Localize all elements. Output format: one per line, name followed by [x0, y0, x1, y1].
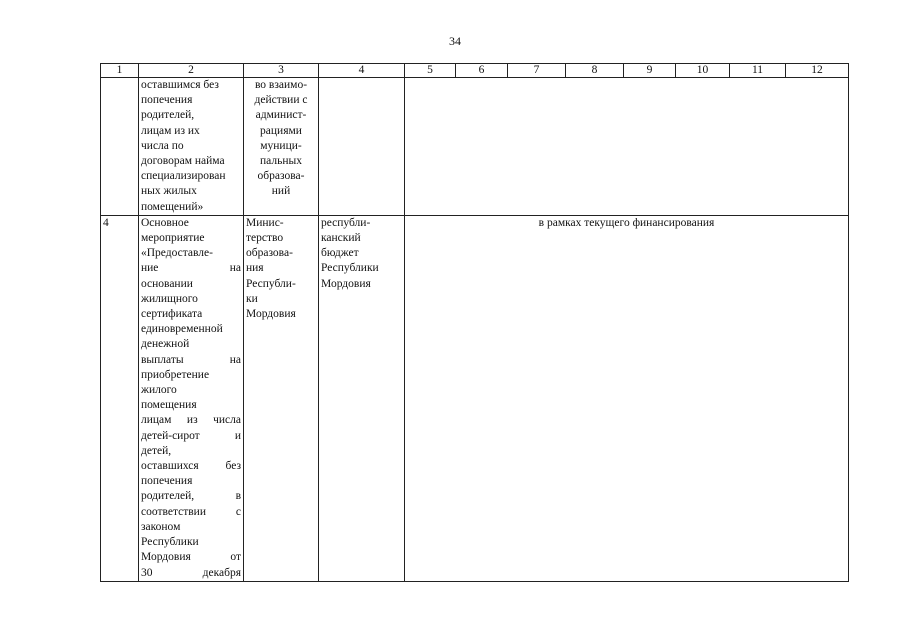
table-row: [101, 78, 849, 216]
cell-line: муници-: [260, 139, 302, 152]
cell-line: помещения: [141, 399, 197, 412]
cell-line: терство: [246, 232, 284, 245]
cell-line: во взаимо-: [254, 79, 308, 91]
cell-line: жилищного: [141, 292, 198, 305]
activity-name-cell: [139, 78, 244, 216]
activity-name-cell: [139, 215, 244, 581]
cell-line: Основное: [141, 216, 189, 229]
executor-cell: [244, 215, 319, 581]
cell-line: специализирован: [141, 170, 226, 183]
cell-line: детей-сирот и: [141, 429, 241, 442]
cell-line: попечения: [141, 475, 193, 488]
column-header: 10: [676, 64, 730, 78]
cell-line: Минис-: [246, 216, 284, 229]
cell-line: соответствии с: [141, 505, 241, 518]
cell-line: родителей, в: [141, 490, 241, 503]
funding-source-cell: [319, 78, 405, 216]
cell-line: числа по: [141, 139, 184, 152]
column-header: 12: [786, 64, 849, 78]
cell-line: действии с: [254, 94, 308, 107]
cell-line: бюджет: [321, 247, 359, 260]
cell-line: ки: [246, 292, 258, 305]
cell-line: «Предоставле-: [141, 247, 213, 260]
cell-line: единовременной: [141, 323, 223, 336]
cell-line: законом: [141, 520, 181, 533]
column-header: 4: [319, 64, 405, 78]
cell-line: лицам из их: [141, 124, 200, 137]
cell-line: жилого: [141, 384, 177, 397]
cell-line: договорам найма: [141, 155, 225, 168]
cell-line: приобретение: [141, 368, 210, 381]
cell-line: Мордовия от: [141, 551, 241, 564]
cell-line: Республи-: [246, 277, 296, 290]
table-row: [101, 215, 849, 581]
cell-line: Мордовия: [321, 277, 371, 290]
column-header: 3: [244, 64, 319, 78]
row-number-cell: [101, 78, 139, 216]
cell-line: выплаты на: [141, 353, 241, 366]
executor-cell: [244, 78, 319, 216]
row-number-cell: 4: [101, 215, 139, 581]
page-number: 34: [449, 34, 461, 48]
column-header: 5: [405, 64, 456, 78]
column-header: 1: [101, 64, 139, 78]
column-header: 11: [730, 64, 786, 78]
financing-note: в рамках текущего финансирования: [538, 216, 715, 229]
column-number-row: [101, 64, 849, 78]
cell-line: помещений»: [141, 200, 204, 213]
cell-line: пальных: [260, 155, 302, 168]
cell-line: Республики: [321, 262, 379, 275]
cell-line: ния: [246, 262, 264, 275]
cell-line: рациями: [260, 124, 302, 137]
cell-line: Мордовия: [246, 308, 296, 321]
financing-merged-cell: [405, 78, 849, 216]
cell-line: республи-: [321, 216, 371, 229]
cell-line: образова-: [246, 247, 293, 260]
cell-line: оставшимся без: [141, 79, 219, 91]
cell-line: Республики: [141, 536, 199, 549]
cell-line: мероприятие: [141, 232, 205, 245]
cell-line: родителей,: [141, 109, 195, 122]
cell-line: админист-: [255, 109, 307, 122]
column-header: 7: [508, 64, 566, 78]
program-table: [100, 63, 849, 582]
funding-source-cell: [319, 215, 405, 581]
cell-line: основании: [141, 277, 193, 290]
column-header: 2: [139, 64, 244, 78]
cell-line: оставшихся без: [141, 460, 241, 473]
cell-line: образова-: [257, 170, 305, 183]
column-header: 9: [624, 64, 676, 78]
financing-merged-cell: [405, 215, 849, 581]
cell-line: попечения: [141, 94, 193, 107]
cell-line: денежной: [141, 338, 190, 351]
cell-line: ний: [271, 185, 291, 198]
column-header: 8: [566, 64, 624, 78]
cell-line: лицам из числа: [141, 414, 241, 427]
cell-line: сертификата: [141, 308, 203, 321]
cell-line: канский: [321, 232, 361, 245]
column-header: 6: [456, 64, 508, 78]
cell-line: ных жилых: [141, 185, 197, 198]
cell-line: 30 декабря: [141, 566, 241, 579]
cell-line: ние на: [141, 262, 241, 275]
cell-line: детей,: [141, 444, 172, 457]
